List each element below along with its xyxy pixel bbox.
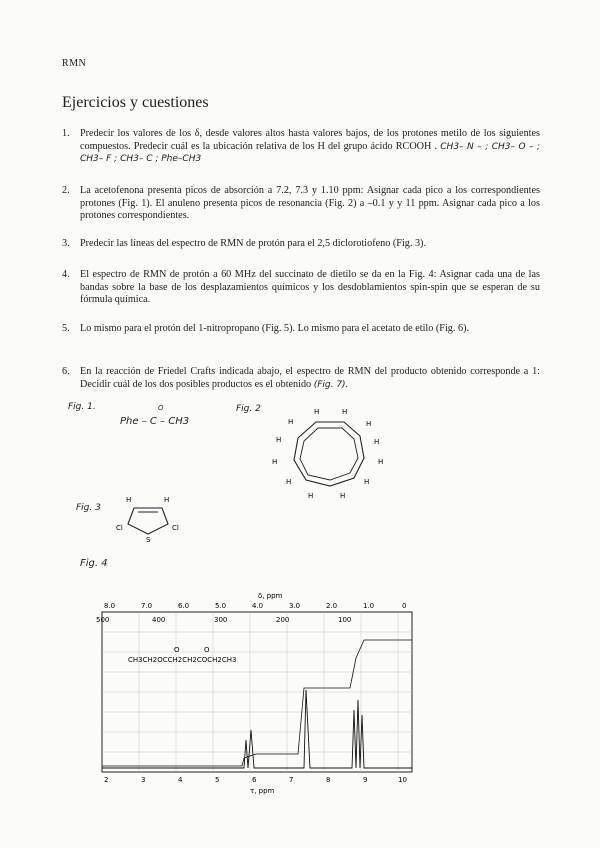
exercise-number: 6. xyxy=(62,366,70,377)
tau-tick: 2 xyxy=(104,776,109,784)
exercise-2 xyxy=(62,185,540,223)
tau-tick: 7 xyxy=(289,776,294,784)
exercise-number: 2. xyxy=(62,185,70,196)
h-label: H xyxy=(374,438,380,446)
exercise-3 xyxy=(62,238,540,251)
hz-tick: 100 xyxy=(338,616,352,624)
cl-label: Cl xyxy=(116,524,123,532)
tau-tick: 4 xyxy=(178,776,183,784)
exercise-number: 1. xyxy=(62,128,70,139)
exercise-text: El espectro de RMN de protón a 60 MHz del succinato de dietilo se da en la Fig. 4: Asignar cada una de las bandas sobre la base de los desplazamientos químicos y los desdoblamientos spin-spin que se esperan de su fórmula química. xyxy=(80,269,540,306)
h-label: H xyxy=(340,492,346,500)
h-label: H xyxy=(342,408,348,416)
h-label: H xyxy=(364,478,370,486)
delta-tick: 1.0 xyxy=(363,602,375,610)
hz-tick: 400 xyxy=(152,616,166,624)
delta-tick: 7.0 xyxy=(141,602,153,610)
fig1-label: Fig. 1. xyxy=(68,402,96,412)
delta-ticks xyxy=(104,602,406,610)
h-label: H xyxy=(272,458,278,466)
formula-o: O xyxy=(174,646,180,654)
tau-tick: 3 xyxy=(141,776,146,784)
delta-axis-label: δ, ppm xyxy=(258,592,283,600)
delta-tick: 2.0 xyxy=(326,602,338,610)
fig1-oxygen: O xyxy=(158,404,164,412)
handwritten-fig-ref: (Fig. 7). xyxy=(313,379,349,390)
fig4-label: Fig. 4 xyxy=(80,558,108,569)
exercise-number: 5. xyxy=(62,323,70,334)
exercise-text: En la reacción de Friedel Crafts indicada abajo, el espectro de RMN del producto obtenido corresponde a 1: Decidir cuál de los dos posibles productos es el obtenido xyxy=(80,366,540,390)
dichlorothiophene-structure xyxy=(112,490,192,542)
annulene-structure xyxy=(268,402,392,502)
tau-tick: 8 xyxy=(326,776,331,784)
compound-formula: CH3CH2OCCH2CH2COCH2CH3 xyxy=(128,656,237,664)
delta-tick: 0 xyxy=(402,602,407,610)
delta-tick: 8.0 xyxy=(104,602,116,610)
hz-tick: 300 xyxy=(214,616,228,624)
exercise-1 xyxy=(62,128,540,166)
tau-tick: 5 xyxy=(215,776,220,784)
handwritten-formulas: CH3– N – ; CH3– O – ; CH3– F ; CH3– C ; Phe–CH3 xyxy=(80,141,541,165)
delta-tick: 5.0 xyxy=(215,602,227,610)
nmr-spectrum xyxy=(94,590,424,796)
formula-o: O xyxy=(204,646,210,654)
tau-tick: 6 xyxy=(252,776,257,784)
exercise-text: Predecir las líneas del espectro de RMN de protón para el 2,5 diclorotiofeno (Fig. 3). xyxy=(80,238,426,249)
h-label: H xyxy=(288,418,294,426)
fig2-label: Fig. 2 xyxy=(236,404,261,414)
exercise-number: 4. xyxy=(62,269,70,280)
s-label: S xyxy=(146,536,151,542)
hz-tick: 500 xyxy=(96,616,110,624)
hz-tick: 200 xyxy=(276,616,290,624)
h-label: H xyxy=(276,436,282,444)
page-header: RMN xyxy=(62,58,87,69)
h-label: H xyxy=(366,420,372,428)
fig3-label: Fig. 3 xyxy=(76,503,101,513)
h-label: H xyxy=(314,408,320,416)
delta-tick: 4.0 xyxy=(252,602,264,610)
tau-axis-label: τ, ppm xyxy=(250,787,275,795)
exercise-number: 3. xyxy=(62,238,70,249)
exercise-5 xyxy=(62,323,540,336)
delta-tick: 6.0 xyxy=(178,602,190,610)
h-label: H xyxy=(286,478,292,486)
exercise-4 xyxy=(62,269,540,307)
h-label: H xyxy=(308,492,314,500)
exercise-6 xyxy=(62,366,540,391)
cl-label: Cl xyxy=(172,524,179,532)
h-label: H xyxy=(164,496,170,504)
exercise-text: La acetofenona presenta picos de absorción a 7.2, 7.3 y 1.10 ppm: Asignar cada pico a los correspondientes protones (Fig. 1). El anuleno presenta picos de resonancia (Fig. 2) a –0.1 y y 11 ppm. Asignar cada pico a los protones correspondientes. xyxy=(80,185,540,222)
fig1-formula: Phe – C – CH3 xyxy=(120,416,190,427)
tau-tick: 9 xyxy=(363,776,368,784)
tau-tick: 10 xyxy=(398,776,407,784)
h-label: H xyxy=(378,458,384,466)
delta-tick: 3.0 xyxy=(289,602,301,610)
exercise-text: Lo mismo para el protón del 1-nitropropano (Fig. 5). Lo mismo para el acetato de etilo (Fig. 6). xyxy=(80,323,470,334)
exercise-text: Predecir los valores de los δ, desde valores altos hasta valores bajos, de los protones metilo de los siguientes compuestos. Predecir cuál es la ubicación relativa de los H del grupo ácido RCOOH . xyxy=(80,128,540,152)
page-title: Ejercicios y cuestiones xyxy=(62,94,209,111)
h-label: H xyxy=(126,496,132,504)
